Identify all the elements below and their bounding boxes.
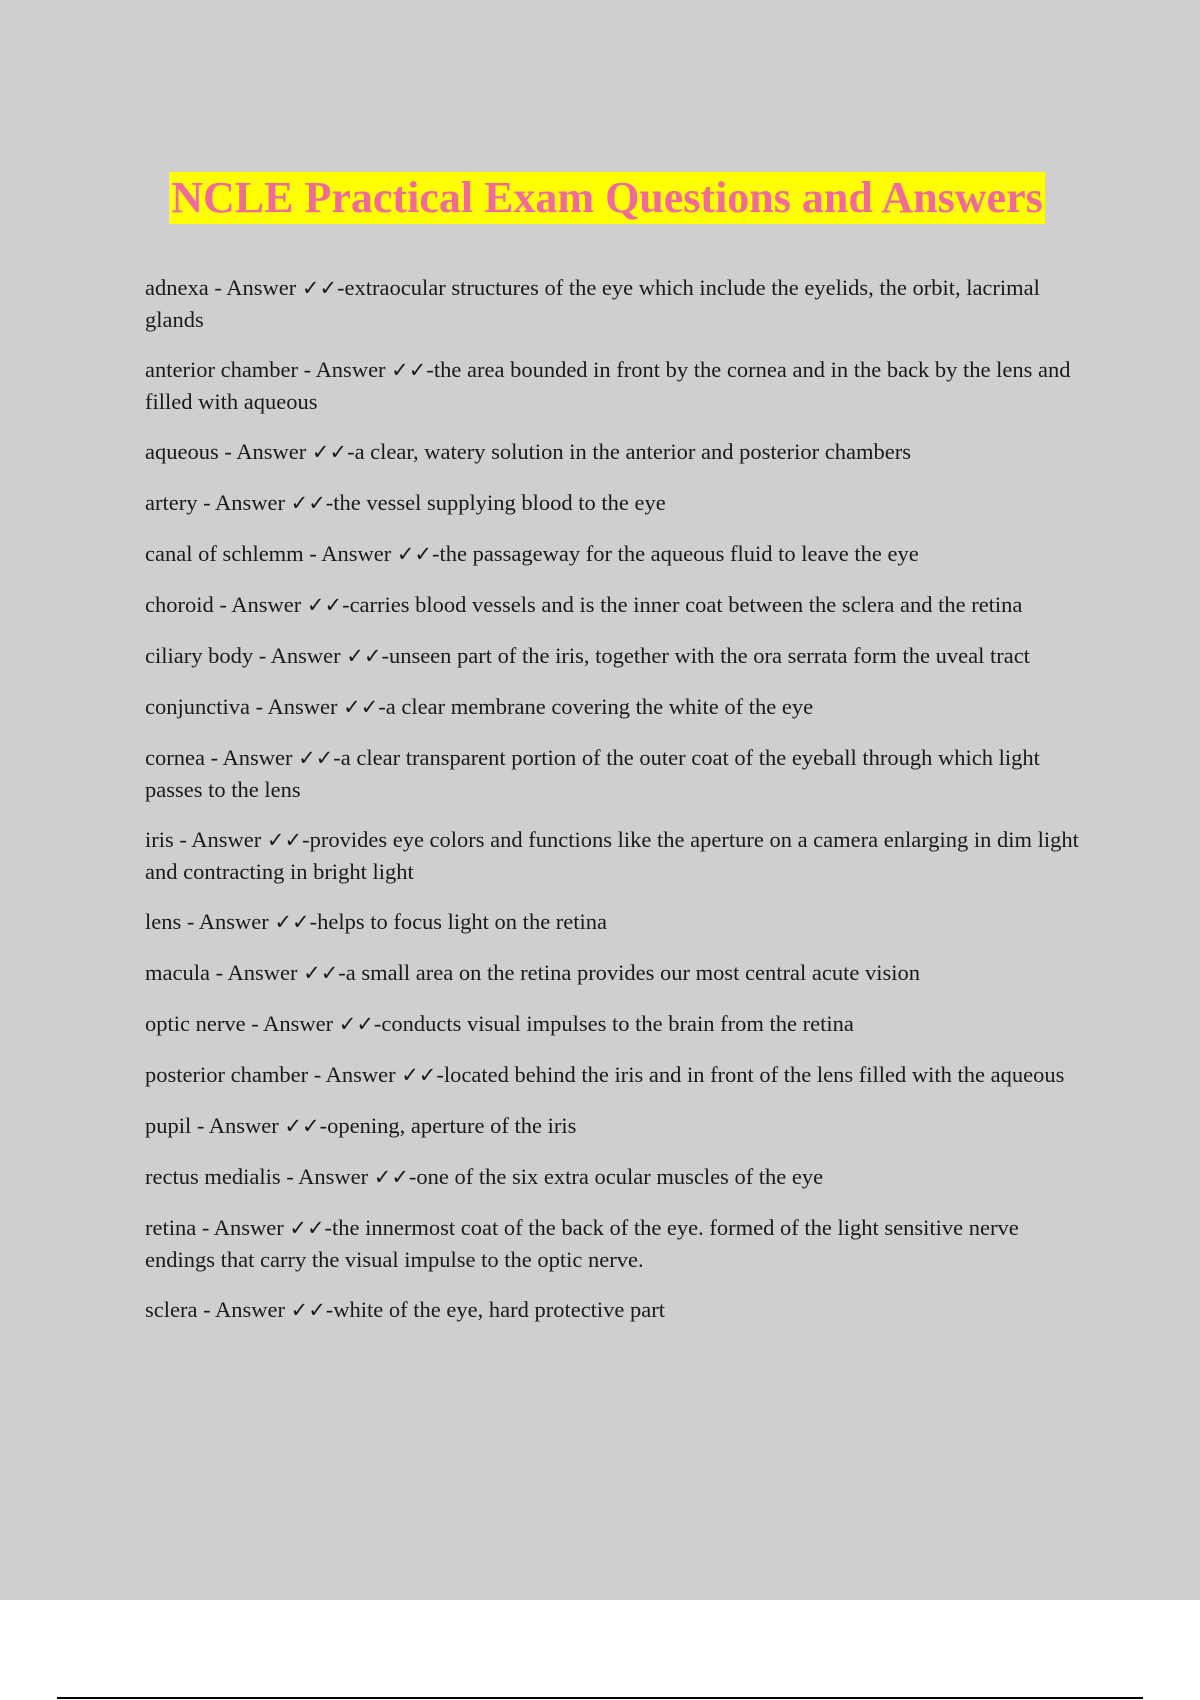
list-item: choroid - Answer ✓✓-carries blood vessels and is the inner coat between the sclera and the retina bbox=[145, 592, 1023, 617]
definition-list bbox=[145, 272, 1090, 1345]
bottom-divider bbox=[57, 1697, 1143, 1699]
double-check-icon: ✓✓ bbox=[301, 276, 338, 300]
answer-label: Answer bbox=[321, 541, 392, 566]
entry-definition: a clear, watery solution in the anterior and posterior chambers bbox=[354, 439, 911, 464]
answer-label: Answer bbox=[222, 745, 293, 770]
answer-label: Answer bbox=[270, 643, 341, 668]
list-item: posterior chamber - Answer ✓✓-located behind the iris and in front of the lens filled with the aqueous bbox=[145, 1062, 1065, 1087]
entry-term: artery bbox=[145, 490, 198, 515]
double-check-icon: ✓✓ bbox=[284, 1114, 320, 1138]
entry-definition: helps to focus light on the retina bbox=[317, 909, 608, 934]
list-item: canal of schlemm - Answer ✓✓-the passageway for the aqueous fluid to leave the eye bbox=[145, 541, 919, 566]
answer-label: Answer bbox=[226, 275, 297, 300]
entry-definition: extraocular structures of the eye which include the eyelids, the orbit, lacrimal glands bbox=[145, 275, 1040, 332]
list-item: lens - Answer ✓✓-helps to focus light on the retina bbox=[145, 909, 608, 934]
double-check-icon: ✓✓ bbox=[266, 828, 303, 852]
entry-definition: a clear membrane covering the white of the eye bbox=[385, 694, 814, 719]
answer-label: Answer bbox=[213, 1215, 284, 1240]
entry-term: aqueous bbox=[145, 439, 219, 464]
list-item: conjunctiva - Answer ✓✓-a clear membrane covering the white of the eye bbox=[145, 694, 814, 719]
double-check-icon: ✓✓ bbox=[311, 440, 348, 464]
answer-label: Answer bbox=[298, 1164, 369, 1189]
double-check-icon: ✓✓ bbox=[391, 358, 427, 382]
list-item: pupil - Answer ✓✓-opening, aperture of the iris bbox=[145, 1113, 577, 1138]
answer-label: Answer bbox=[227, 960, 298, 985]
double-check-icon: ✓✓ bbox=[290, 491, 326, 515]
answer-label: Answer bbox=[267, 694, 338, 719]
list-item: anterior chamber - Answer ✓✓-the area bounded in front by the cornea and in the back by the lens and filled with aqueous bbox=[145, 357, 1071, 414]
list-item: adnexa - Answer ✓✓-extraocular structures of the eye which include the eyelids, the orbit, lacrimal glands bbox=[145, 275, 1040, 332]
list-item: optic nerve - Answer ✓✓-conducts visual impulses to the brain from the retina bbox=[145, 1011, 854, 1036]
answer-label: Answer bbox=[263, 1011, 334, 1036]
title-container bbox=[0, 172, 1200, 224]
entry-definition: opening, aperture of the iris bbox=[327, 1113, 577, 1138]
entry-term: retina bbox=[145, 1215, 197, 1240]
list-item: rectus medialis - Answer ✓✓-one of the six extra ocular muscles of the eye bbox=[145, 1164, 824, 1189]
entry-term: iris bbox=[145, 827, 174, 852]
entry-definition: unseen part of the iris, together with the ora serrata form the uveal tract bbox=[388, 643, 1030, 668]
entry-definition: one of the six extra ocular muscles of the eye bbox=[416, 1164, 824, 1189]
entry-term: anterior chamber bbox=[145, 357, 299, 382]
list-item: iris - Answer ✓✓-provides eye colors and functions like the aperture on a camera enlarging in dim light and contracting in bright light bbox=[145, 827, 1079, 884]
entry-term: conjunctiva bbox=[145, 694, 250, 719]
entry-term: sclera bbox=[145, 1297, 198, 1322]
double-check-icon: ✓✓ bbox=[373, 1165, 409, 1189]
entry-definition: the passageway for the aqueous fluid to leave the eye bbox=[439, 541, 919, 566]
entry-term: cornea bbox=[145, 745, 205, 770]
entry-definition: the innermost coat of the back of the eye. formed of the light sensitive nerve endings that carry the visual impulse to the optic nerve. bbox=[145, 1215, 1019, 1272]
entry-definition: white of the eye, hard protective part bbox=[333, 1297, 666, 1322]
entry-term: macula bbox=[145, 960, 210, 985]
double-check-icon: ✓✓ bbox=[298, 746, 334, 770]
entry-definition: the vessel supplying blood to the eye bbox=[333, 490, 666, 515]
answer-label: Answer bbox=[214, 1297, 285, 1322]
entry-term: canal of schlemm bbox=[145, 541, 304, 566]
list-item: sclera - Answer ✓✓-white of the eye, hard protective part bbox=[145, 1297, 666, 1322]
double-check-icon: ✓✓ bbox=[343, 695, 379, 719]
list-item: cornea - Answer ✓✓-a clear transparent portion of the outer coat of the eyeball through which light passes to the lens bbox=[145, 745, 1040, 802]
double-check-icon: ✓✓ bbox=[401, 1063, 437, 1087]
list-item: retina - Answer ✓✓-the innermost coat of the back of the eye. formed of the light sensitive nerve endings that carry the visual impulse to the optic nerve. bbox=[145, 1215, 1019, 1272]
double-check-icon: ✓✓ bbox=[346, 644, 382, 668]
double-check-icon: ✓✓ bbox=[338, 1012, 374, 1036]
entry-term: optic nerve bbox=[145, 1011, 246, 1036]
entry-definition: located behind the iris and in front of the lens filled with the aqueous bbox=[443, 1062, 1065, 1087]
answer-label: Answer bbox=[198, 909, 269, 934]
answer-label: Answer bbox=[236, 439, 307, 464]
double-check-icon: ✓✓ bbox=[289, 1216, 325, 1240]
answer-label: Answer bbox=[214, 490, 285, 515]
answer-label: Answer bbox=[325, 1062, 396, 1087]
entry-term: adnexa bbox=[145, 275, 209, 300]
entry-definition: conducts visual impulses to the brain from the retina bbox=[381, 1011, 854, 1036]
entry-definition: carries blood vessels and is the inner coat between the sclera and the retina bbox=[349, 592, 1023, 617]
entry-definition: a small area on the retina provides our most central acute vision bbox=[345, 960, 920, 985]
double-check-icon: ✓✓ bbox=[290, 1298, 326, 1322]
entry-term: posterior chamber bbox=[145, 1062, 309, 1087]
entry-definition: provides eye colors and functions like the aperture on a camera enlarging in dim light and contracting in bright light bbox=[145, 827, 1079, 884]
entry-term: lens bbox=[145, 909, 182, 934]
answer-label: Answer bbox=[315, 357, 386, 382]
entry-term: pupil bbox=[145, 1113, 192, 1138]
answer-label: Answer bbox=[191, 827, 262, 852]
answer-label: Answer bbox=[208, 1113, 279, 1138]
entry-definition: a clear transparent portion of the outer coat of the eyeball through which light passes to the lens bbox=[145, 745, 1040, 802]
double-check-icon: ✓✓ bbox=[274, 910, 310, 934]
list-item: artery - Answer ✓✓-the vessel supplying blood to the eye bbox=[145, 490, 666, 515]
answer-label: Answer bbox=[231, 592, 302, 617]
entry-term: rectus medialis bbox=[145, 1164, 281, 1189]
entry-term: choroid bbox=[145, 592, 214, 617]
double-check-icon: ✓✓ bbox=[396, 542, 433, 566]
page-title: NCLE Practical Exam Questions and Answers bbox=[171, 173, 1043, 222]
list-item: macula - Answer ✓✓-a small area on the retina provides our most central acute vision bbox=[145, 960, 920, 985]
list-item: ciliary body - Answer ✓✓-unseen part of the iris, together with the ora serrata form the uveal tract bbox=[145, 643, 1030, 668]
double-check-icon: ✓✓ bbox=[303, 961, 339, 985]
double-check-icon: ✓✓ bbox=[306, 593, 343, 617]
entry-definition: the area bounded in front by the cornea and in the back by the lens and filled with aqueous bbox=[145, 357, 1071, 414]
entry-term: ciliary body bbox=[145, 643, 254, 668]
list-item: aqueous - Answer ✓✓-a clear, watery solution in the anterior and posterior chambers bbox=[145, 439, 911, 464]
